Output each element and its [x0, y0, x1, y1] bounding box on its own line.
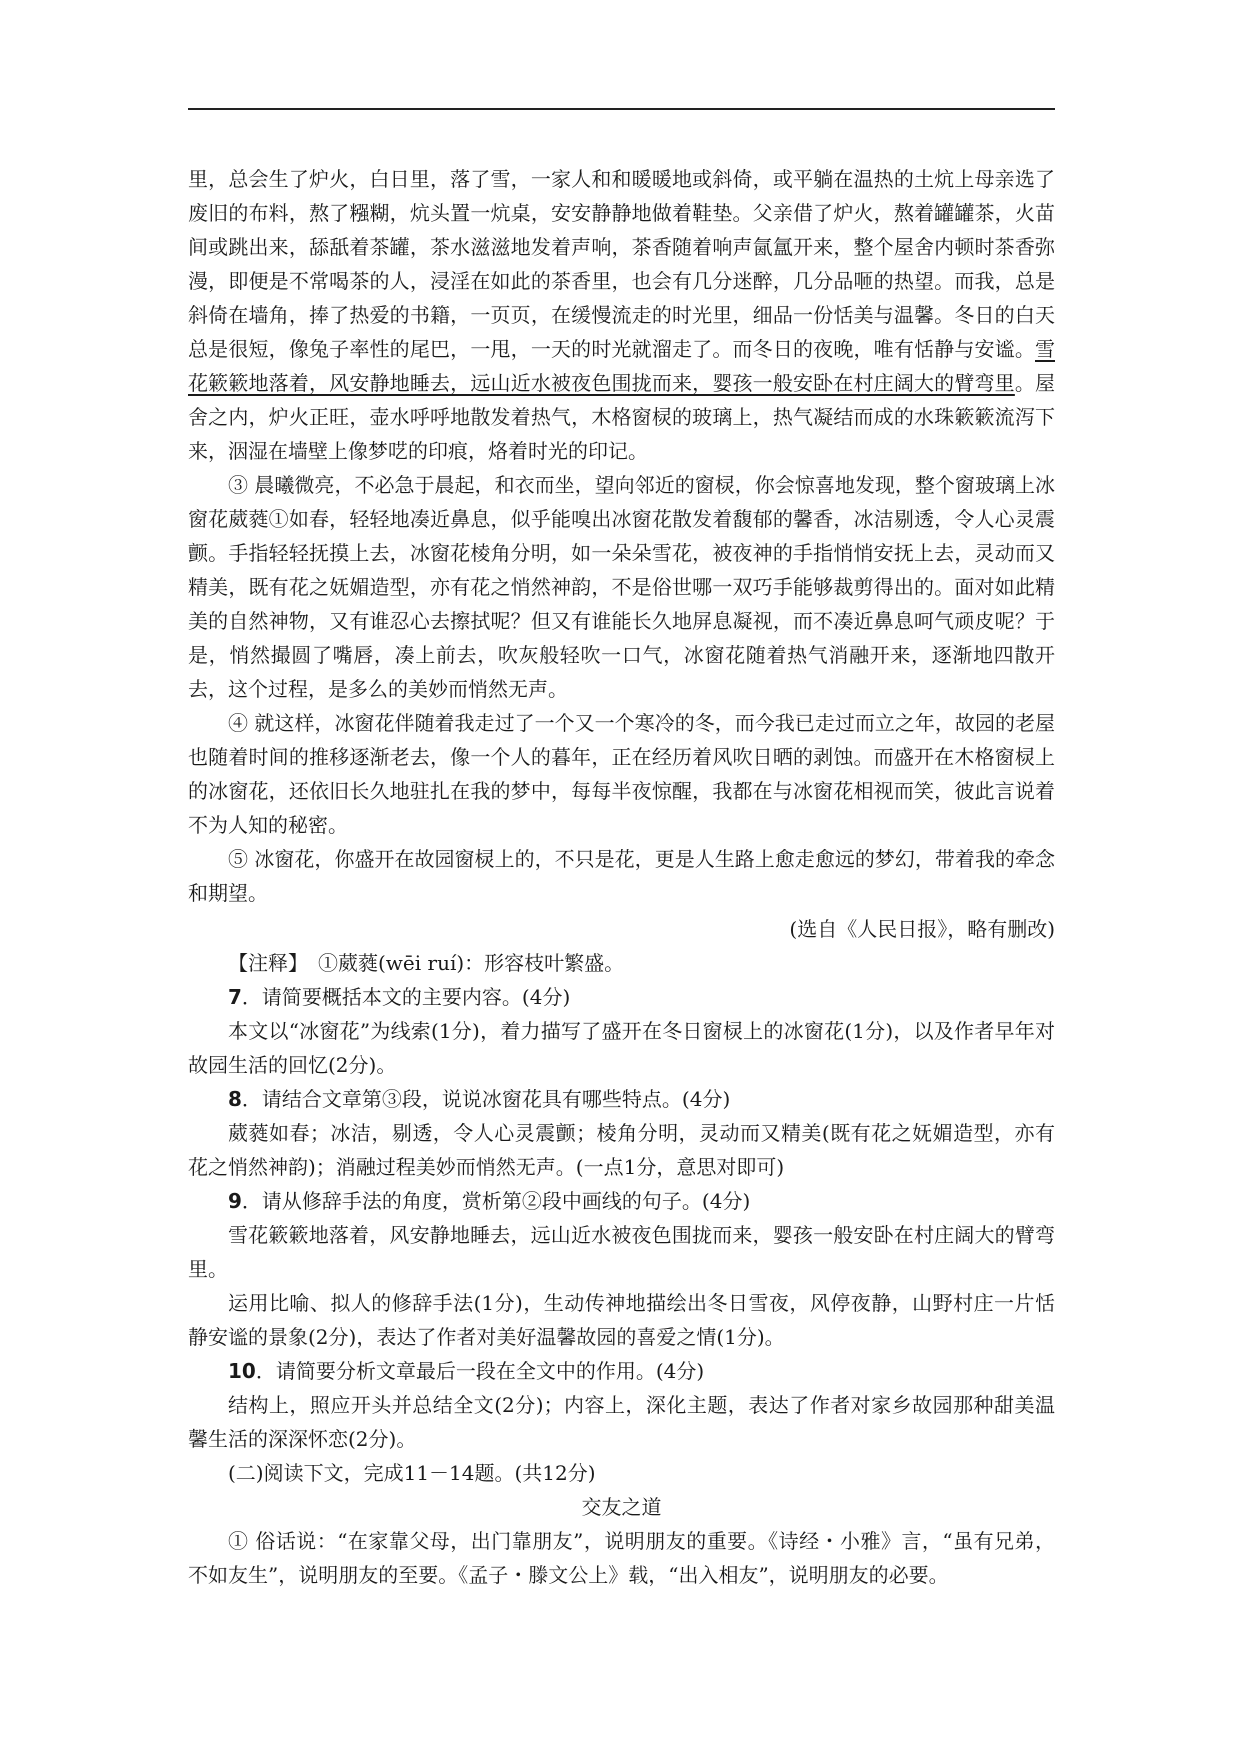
paragraph-5: ⑤ 冰窗花，你盛开在故园窗棂上的，不只是花，更是人生路上愈走愈远的梦幻，带着我的牵念和期望。 [188, 847, 1055, 905]
question-9 [188, 1184, 1055, 1218]
paragraph-2-text: 里，总会生了炉火，白日里，落了雪，一家人和和暖暖地或斜倚，或平躺在温热的土炕上母亲选了废旧的布料，熬了糨糊，炕头置一炕桌，安安静静地做着鞋垫。父亲借了炉火，熬着罐罐茶，火苗间或跳出来，舔舐着茶罐，茶水滋滋地发着声响，茶香随着响声氤氲开来，整个屋舍内顿时茶香弥漫，即便是不常喝茶的人，浸淫在如此的茶香里，也会有几分迷醉，几分品咂的热望。而我，总是斜倚在墙角，捧了热爱的书籍，一页页，在缓慢流走的时光里，细品一份恬美与温馨。冬日的白天总是很短，像兔子率性的尾巴，一甩，一天的时光就溜走了。而冬日的夜晚，唯有恬静与安谧。 [188, 167, 1055, 361]
question-10 [188, 1354, 1055, 1388]
question-number: 10 [228, 1359, 256, 1383]
section-2-paragraph-1: ① 俗话说：“在家靠父母，出门靠朋友”，说明朋友的重要。《诗经・小雅》言，“虽有兄弟，不如友生”，说明朋友的至要。《孟子・滕文公上》载，“出入相友”，说明朋友的必要。 [188, 1529, 1055, 1587]
question-text: ．请从修辞手法的角度，赏析第②段中画线的句子。(4分) [241, 1189, 751, 1213]
annotation-note: 【注释】 ①葳蕤(wēi ruí)：形容枝叶繁盛。 [228, 951, 625, 975]
answer-7: 本文以“冰窗花”为线索(1分)，着力描写了盛开在冬日窗棂上的冰窗花(1分)，以及作者早年对故园生活的回忆(2分)。 [188, 1019, 1055, 1077]
quoted-sentence-9: 雪花簌簌地落着，风安静地睡去，远山近水被夜色围拢而来，婴孩一般安卧在村庄阔大的臂弯里。 [188, 1223, 1055, 1281]
paragraph-2 [188, 162, 1055, 468]
question-8 [188, 1082, 1055, 1116]
question-text: ．请简要概括本文的主要内容。(4分) [241, 985, 571, 1009]
source-citation: (选自《人民日报》，略有删改) [789, 917, 1055, 941]
section-2-intro: (二)阅读下文，完成11－14题。(共12分) [228, 1461, 596, 1485]
question-text: ．请结合文章第③段，说说冰窗花具有哪些特点。(4分) [241, 1087, 731, 1111]
question-7 [188, 980, 1055, 1014]
question-number: 7 [228, 985, 242, 1009]
paragraph-4: ④ 就这样，冰窗花伴随着我走过了一个又一个寒冷的冬，而今我已走过而立之年，故园的老屋也随着时间的推移逐渐老去，像一个人的暮年，正在经历着风吹日晒的剥蚀。而盛开在木格窗棂上的冰窗花，还依旧长久地驻扎在我的梦中，每每半夜惊醒，我都在与冰窗花相视而笑，彼此言说着不为人知的秘密。 [188, 711, 1055, 837]
section-2-title: 交友之道 [581, 1495, 662, 1519]
underlined-sentence: 雪花簌簌地落着，风安静地睡去，远山近水被夜色围拢而来，婴孩一般安卧在村庄阔大的臂弯里 [188, 337, 1055, 395]
document-body [188, 162, 1055, 1592]
header-rule [188, 108, 1055, 110]
answer-10: 结构上，照应开头并总结全文(2分)；内容上，深化主题，表达了作者对家乡故园那种甜美温馨生活的深深怀恋(2分)。 [188, 1393, 1055, 1451]
paragraph-3: ③ 晨曦微亮，不必急于晨起，和衣而坐，望向邻近的窗棂，你会惊喜地发现，整个窗玻璃上冰窗花葳蕤①如春，轻轻地凑近鼻息，似乎能嗅出冰窗花散发着馥郁的馨香，冰洁剔透，令人心灵震颤。手指轻轻抚摸上去，冰窗花棱角分明，如一朵朵雪花，被夜神的手指悄悄安抚上去，灵动而又精美，既有花之妩媚造型，亦有花之悄然神韵，不是俗世哪一双巧手能够裁剪得出的。面对如此精美的自然神物，又有谁忍心去擦拭呢？但又有谁能长久地屏息凝视，而不凑近鼻息呵气顽皮呢？于是，悄然撮圆了嘴唇，凑上前去，吹灰般轻吹一口气，冰窗花随着热气消融开来，逐渐地四散开去，这个过程，是多么的美妙而悄然无声。 [188, 473, 1055, 701]
question-number: 8 [228, 1087, 242, 1111]
paragraph-2-text-end: 。屋舍之内，炉火正旺，壶水呼呼地散发着热气，木格窗棂的玻璃上，热气凝结而成的水珠簌簌流泻下来，洇湿在墙壁上像梦呓的印痕，烙着时光的印记。 [188, 371, 1056, 463]
answer-9: 运用比喻、拟人的修辞手法(1分)，生动传神地描绘出冬日雪夜，风停夜静，山野村庄一片恬静安谧的景象(2分)，表达了作者对美好温馨故园的喜爱之情(1分)。 [188, 1291, 1055, 1349]
answer-8: 葳蕤如春；冰洁，剔透，令人心灵震颤；棱角分明，灵动而又精美(既有花之妩媚造型，亦有花之悄然神韵)；消融过程美妙而悄然无声。(一点1分，意思对即可) [188, 1121, 1055, 1179]
question-number: 9 [228, 1189, 242, 1213]
question-text: ．请简要分析文章最后一段在全文中的作用。(4分) [255, 1359, 705, 1383]
